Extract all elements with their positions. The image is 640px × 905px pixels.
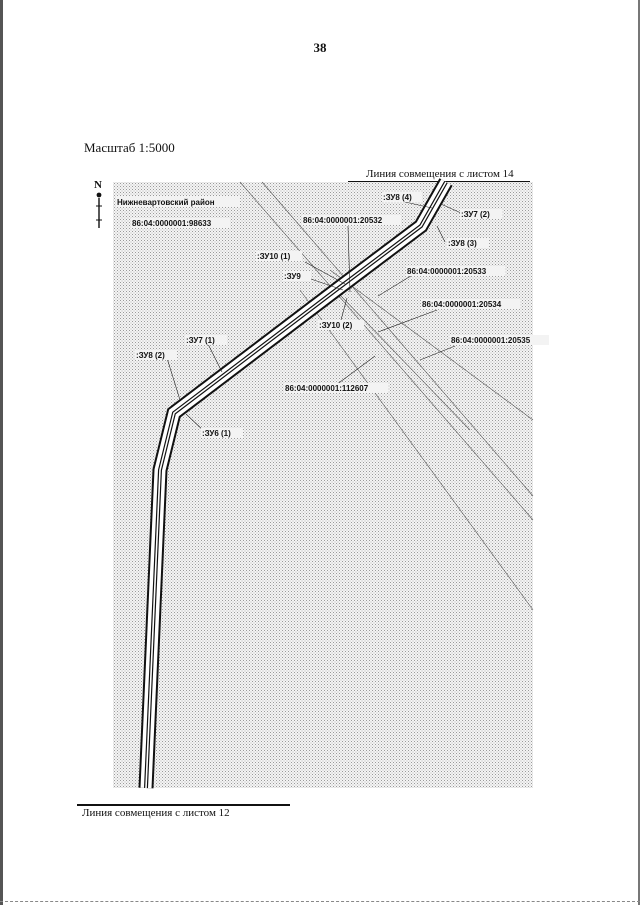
north-letter: N [94,179,102,191]
parcel-label: :ЗУ8 (3) [448,239,477,248]
parcel-label: 86:04:0000001:98633 [132,219,212,228]
north-arrow-icon [92,178,106,230]
match-line-top-label: Линия совмещения с листом 14 [366,168,514,180]
parcel-label: 86:04:0000001:20532 [303,216,383,225]
parcel-label: 86:04:0000001:20533 [407,267,487,276]
match-line-bottom-label: Линия совмещения с листом 12 [82,807,230,819]
district-label: Нижневартовский район [117,198,215,207]
scale-label: Масштаб 1:5000 [84,140,175,155]
parcel-label: :ЗУ10 (1) [257,252,291,261]
parcel-label: 86:04:0000001:20535 [451,336,531,345]
parcel-label: :ЗУ7 (1) [186,336,215,345]
parcel-label: :ЗУ8 (4) [383,193,412,202]
parcel-label: :ЗУ10 (2) [319,321,353,330]
match-line-bottom [77,804,290,806]
page-number: 38 [313,40,327,55]
parcel-label: :ЗУ6 (1) [202,429,231,438]
parcel-label: 86:04:0000001:112607 [285,384,369,393]
parcel-label: :ЗУ9 [284,272,301,281]
parcel-label: :ЗУ8 (2) [136,351,165,360]
parcel-label: :ЗУ7 (2) [461,210,490,219]
parcel-label: 86:04:0000001:20534 [422,300,502,309]
